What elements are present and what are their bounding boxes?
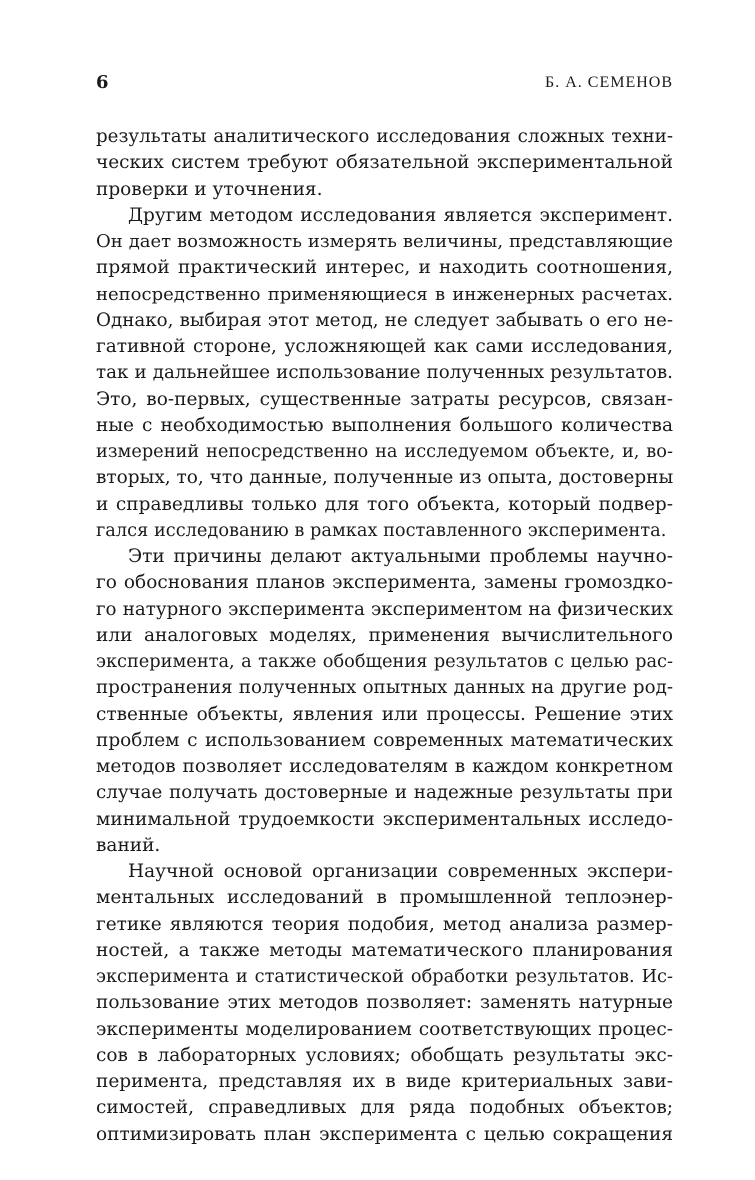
text-line: го обоснования планов эксперимента, замены громоздко- — [96, 572, 673, 594]
text-line: минимальной трудоемкости экспериментальных исследо- — [96, 808, 673, 830]
page-number: 6 — [96, 72, 109, 93]
text-line: проблем с использованием современных математических — [96, 729, 673, 751]
text-line: го натурного эксперимента экспериментом на физических — [96, 598, 673, 620]
text-line: случае получать достоверные и надежные результаты при — [96, 782, 673, 804]
text-line: пользование этих методов позволяет: заменять натурные — [96, 992, 673, 1014]
text-line: эксперимента, а также обобщения результатов с целью рас- — [96, 652, 673, 672]
text-line: ческих систем требуют обязательной экспериментальной — [96, 152, 673, 174]
text-line: симостей, справедливых для ряда подобных объектов; — [96, 1097, 673, 1119]
text-line: гетике являются теория подобия, метод анализа размер- — [96, 913, 673, 935]
text-line: непосредственно применяющиеся в инженерных расчетах. — [96, 283, 673, 305]
text-line: эксперименты моделированием соответствующих процес- — [96, 1018, 673, 1040]
text-line: ные с необходимостью выполнения большого количества — [96, 414, 673, 436]
text-line: измерений непосредственно на исследуемом объекте, и, во- — [96, 442, 673, 462]
text-line: перимента, представляя их в виде критериальных зави- — [96, 1071, 673, 1092]
text-line: Однако, выбирая этот метод, не следует забывать о его не- — [96, 309, 673, 331]
text-line: вторых, то, что данные, полученные из опыта, достоверны — [96, 467, 673, 489]
text-line: так и дальнейшее использование полученных результатов. — [96, 362, 673, 384]
text-line: или аналоговых моделях, применения вычислительного — [96, 624, 673, 646]
text-line: ментальных исследований в промышленной теплоэнер- — [96, 887, 673, 909]
text-line: гативной стороне, усложняющей как сами исследования, — [96, 336, 673, 357]
text-line: ваний. — [96, 834, 161, 856]
running-head-author: Б. А. СЕМЕНОВ — [545, 74, 673, 91]
text-line: сов в лабораторных условиях; обобщать результаты экс- — [96, 1044, 673, 1066]
body-text — [96, 124, 673, 1148]
text-line: Эти причины делают актуальными проблемы научно- — [128, 546, 673, 567]
text-line: и справедливы только для того объекта, который подвер- — [96, 493, 673, 515]
text-line: эксперимента и статистической обработки результатов. Ис- — [96, 967, 673, 987]
text-line: ственные объекты, явления или процессы. Решение этих — [96, 703, 673, 725]
text-line: Научной основой организации современных экспери- — [128, 861, 673, 882]
text-line: ностей, а также методы математического планирования — [96, 939, 673, 961]
text-line: пространения полученных опытных данных на другие род- — [96, 677, 673, 699]
text-line: Другим методом исследования является эксперимент. — [128, 204, 673, 226]
text-line: Это, во-первых, существенные затраты ресурсов, связан- — [96, 388, 673, 410]
text-line: оптимизировать план эксперимента с целью сокращения — [96, 1123, 673, 1145]
text-line: гался исследованию в рамках поставленного эксперимента. — [96, 520, 667, 541]
text-line: методов позволяет исследователям в каждом конкретном — [96, 756, 673, 777]
page-header — [96, 72, 673, 100]
text-line: Он дает возможность измерять величины, представляющие — [96, 231, 673, 252]
text-line: результаты аналитического исследования сложных техни- — [96, 126, 673, 147]
text-line: проверки и уточнения. — [96, 178, 323, 200]
text-line: прямой практический интерес, и находить соотношения, — [96, 257, 673, 279]
